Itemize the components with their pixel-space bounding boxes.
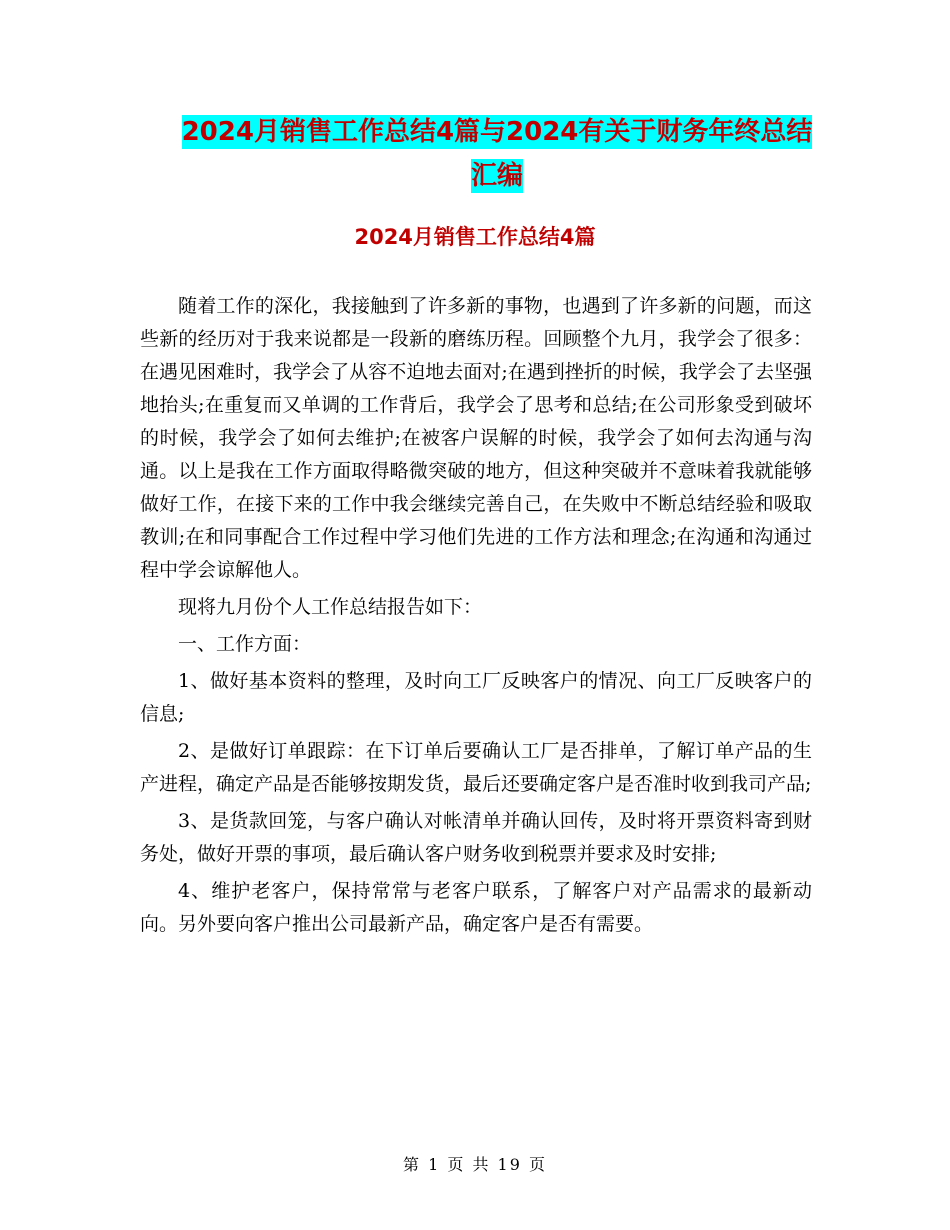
paragraph-item-4: 4、维护老客户，保持常常与老客户联系，了解客户对产品需求的最新动向。另外要向客户推出公司最新产品，确定客户是否有需要。 [140,880,812,935]
section-title: 2024月销售工作总结4篇 [354,225,596,249]
document-title [140,110,854,198]
paragraph-item-2: 2、是做好订单跟踪：在下订单后要确认工厂是否排单，了解订单产品的生产进程，确定产品是否能够按期发货，最后还要确定客户是否准时收到我司产品; [140,740,812,795]
paragraph-report-intro: 现将九月份个人工作总结报告如下： [178,596,483,618]
document-title-line1: 2024月销售工作总结4篇与2024有关于财务年终总结 [181,117,813,147]
paragraph-item-1: 1、做好基本资料的整理，及时向工厂反映客户的情况、向工厂反映客户的信息; [140,670,812,725]
document-body [140,290,812,945]
page-footer: 第 1 页 共 19 页 [403,1155,547,1174]
paragraph-item-3: 3、是货款回笼，与客户确认对帐清单并确认回传，及时将开票资料寄到财务处，做好开票的事项，最后确认客户财务收到税票并要求及时安排; [140,810,812,865]
document-title-line2: 汇编 [470,161,523,191]
paragraph-intro: 随着工作的深化，我接触到了许多新的事物，也遇到了许多新的问题，而这些新的经历对于我来说都是一段新的磨练历程。回顾整个九月，我学会了很多：在遇见困难时，我学会了从容不迫地去面对;在遇到挫折的时候，我学会了去坚强地抬头;在重复而又单调的工作背后，我学会了思考和总结;在公司形象受到破坏的时候，我学会了如何去维护;在被客户误解的时候，我学会了如何去沟通与沟通。以上是我在工作方面取得略微突破的地方，但这种突破并不意味着我就能够做好工作，在接下来的工作中我会继续完善自己，在失败中不断总结经验和吸取教训;在和同事配合工作过程中学习他们先进的工作方法和理念;在沟通和沟通过程中学会谅解他人。 [140,295,812,581]
paragraph-heading-work: 一、工作方面： [178,633,312,655]
